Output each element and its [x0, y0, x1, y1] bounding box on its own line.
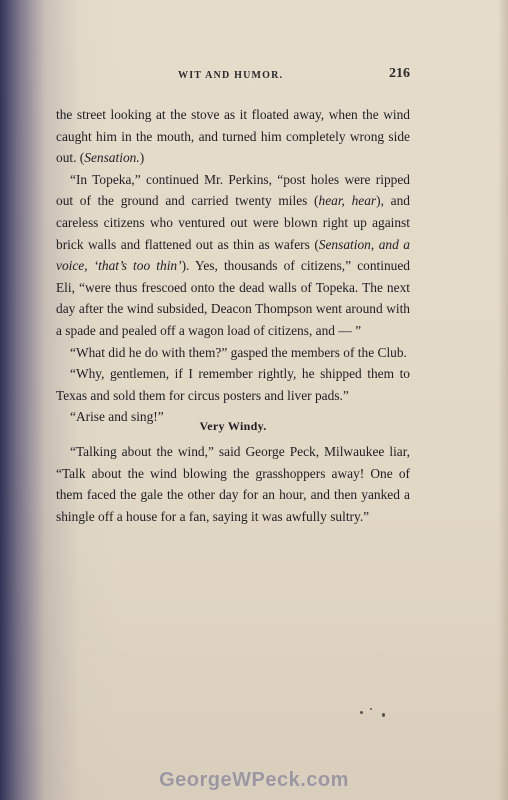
paragraph: “Why, gentlemen, if I remember rightly, he shipped them to Texas and sold them for circus posters and liver pads.” — [56, 366, 410, 403]
page-number: 216 — [389, 66, 410, 81]
body-text — [56, 441, 410, 527]
ink-specks — [360, 708, 400, 720]
body-text — [56, 104, 410, 428]
paragraph: “In Topeka,” continued Mr. Perkins, “post holes were ripped out of the ground and carried twenty miles (hear, hear), and careless citizens who ventured out were blown right up against brick walls and flattened out as thin as wafers (Sensation, and a voice, ‘that’s too thin’). Yes, thousands of citizens,” continued Eli, “were thus frescoed onto the dead walls of Topeka. The next day after the wind subsided, Deacon Thompson went around with a spade and pealed off a wagon load of citizens, and — ” — [56, 171, 410, 338]
running-head: WIT AND HUMOR. — [178, 70, 284, 81]
page-header — [56, 66, 410, 86]
paragraph: “What did he do with them?” gasped the members of the Club. — [70, 344, 407, 360]
paragraph: “Talking about the wind,” said George Peck, Milwaukee liar, “Talk about the wind blowing the grasshoppers away! One of them faced the gale the other day for an hour, and then yanked a shingle off a house for a fan, saying it was awfully sultry.” — [56, 444, 410, 524]
paragraph: the street looking at the stove as it floated away, when the wind caught him in the mouth, and turned him completely wrong side out. (Sensation.) — [56, 107, 410, 166]
watermark: GeorgeWPeck.com — [159, 769, 349, 791]
section-title: Very Windy. — [199, 419, 267, 433]
paragraph: “Arise and sing!” — [70, 409, 164, 425]
